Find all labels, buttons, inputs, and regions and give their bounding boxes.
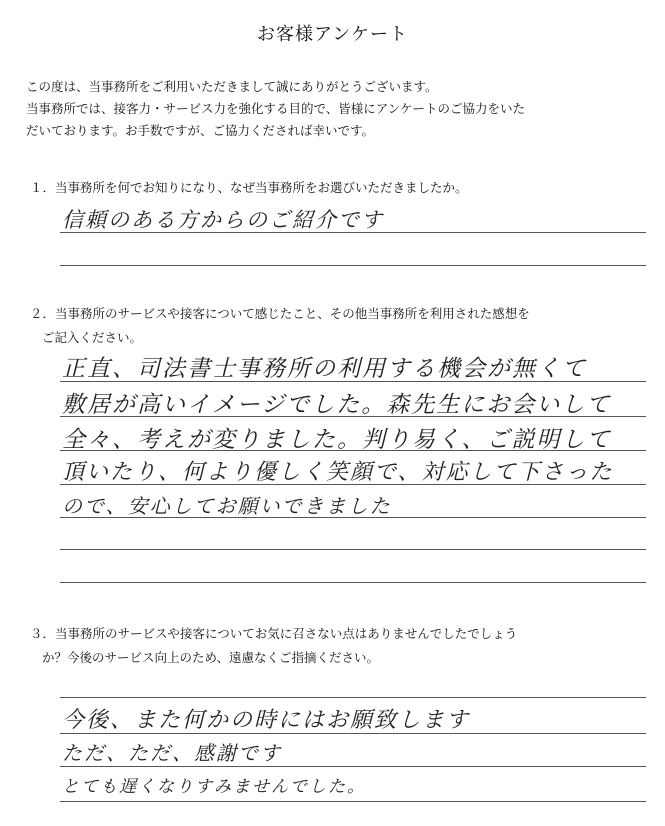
answer-2-line-2: 敷居が高いイメージでした。森先生にお会いして	[62, 392, 612, 418]
intro-text	[26, 76, 646, 142]
answer-line	[60, 549, 646, 550]
answer-line	[60, 582, 646, 583]
answer-line	[60, 265, 646, 266]
answer-line	[60, 232, 646, 233]
answer-3-line-1: 今後、また何かの時にはお願致します	[62, 708, 471, 733]
intro-line: だいております。お手数ですが、ご協力くだされば幸いです。	[26, 123, 375, 138]
answer-2-line-4: 頂いたり、何より優しく笑顔で、対応して下さった	[62, 460, 614, 485]
question-3	[30, 622, 650, 670]
answer-line	[60, 450, 646, 451]
answer-3-line-2: ただ、ただ、感謝です	[62, 741, 282, 765]
answer-line	[60, 517, 646, 518]
answer-2-line-1: 正直、司法書士事務所の利用する機会が無くて	[62, 356, 587, 382]
answer-line	[60, 416, 646, 417]
answer-1-line-1: 信頼のある方からのご紹介です	[62, 208, 384, 232]
survey-title: お客様アンケート	[257, 24, 408, 45]
question-3-text: か？今後のサービス向上のため、遠慮なくご指摘ください。	[42, 650, 380, 665]
question-2-text: ご記入ください。	[42, 330, 143, 345]
question-2	[30, 302, 650, 350]
question-1-text: １．当事務所を何でお知りになり、なぜ当事務所をお選びいただきましたか。	[30, 180, 468, 195]
answer-line	[60, 733, 646, 734]
answer-3-line-3: とても遅くなりすみませんでした。	[62, 777, 366, 797]
answer-line	[60, 697, 646, 698]
question-1	[30, 176, 650, 200]
answer-line	[60, 801, 646, 802]
answer-2-line-3: 全々、考えが変りました。判り易く、ご説明して	[62, 427, 612, 453]
question-2-text: ２．当事務所のサービスや接客について感じたこと、その他当事務所を利用された感想を	[30, 306, 530, 321]
intro-line: 当事務所では、接客力・サービス力を強化する目的で、皆様にアンケートのご協力をいた	[26, 101, 526, 116]
intro-line: この度は、当事務所をご利用いただきまして誠にありがとうございます。	[26, 79, 438, 94]
answer-line	[60, 766, 646, 767]
answer-line	[60, 381, 646, 382]
answer-2-line-5: ので、安心してお願いできました	[62, 494, 392, 518]
question-3-text: ３．当事務所のサービスや接客についてお気に召さない点はありませんでしたでしょう	[30, 626, 518, 641]
answer-line	[60, 484, 646, 485]
